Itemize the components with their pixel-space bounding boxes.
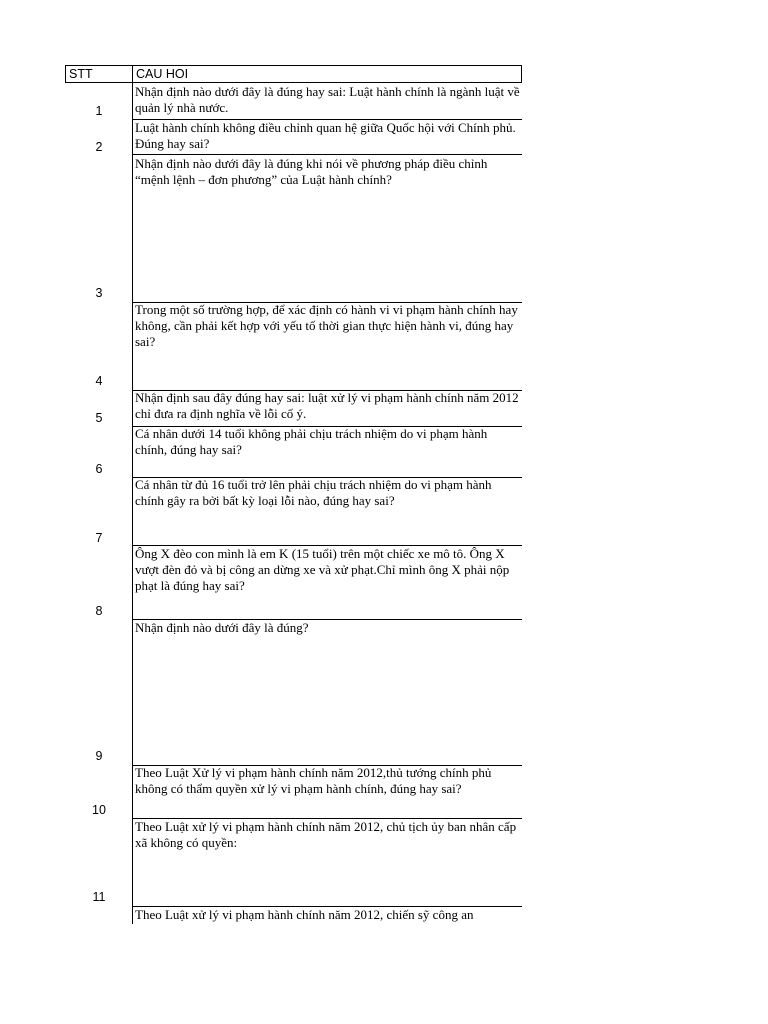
header-stt: STT [65, 65, 133, 83]
question-text: Nhận định nào dưới đây là đúng hay sai: Luật hành chính là ngành luật về quản lý nhà nước. [135, 84, 520, 115]
row-number: 2 [95, 140, 103, 154]
row-number: 8 [95, 604, 103, 618]
column-divider [132, 83, 133, 924]
question-text: Nhận định nào dưới đây là đúng? [135, 620, 309, 635]
row-number: 6 [95, 462, 103, 476]
question-text: Theo Luật xử lý vi phạm hành chính năm 2012, chủ tịch ủy ban nhân cấp xã không có quyền: [135, 819, 517, 850]
question-text: Theo Luật Xử lý vi phạm hành chính năm 2012,thủ tướng chính phủ không có thẩm quyền xử lý vi phạm hành chính, đúng hay sai? [135, 765, 492, 796]
row-number: 3 [95, 286, 103, 300]
question-text: Cá nhân từ đủ 16 tuổi trở lên phải chịu trách nhiệm do vi phạm hành chính gây ra bởi bất kỳ loại lỗi nào, đúng hay sai? [135, 477, 492, 508]
question-text: Luật hành chính không điều chỉnh quan hệ giữa Quốc hội với Chính phủ. Đúng hay sai? [135, 120, 516, 151]
row-number: 7 [95, 531, 103, 545]
row-number: 4 [95, 374, 103, 388]
question-text: Nhận định nào dưới đây là đúng khi nói về phương pháp điều chỉnh “mệnh lệnh – đơn phương” của Luật hành chính? [135, 156, 488, 187]
row-number: 1 [95, 104, 103, 118]
row-number: 11 [92, 890, 106, 904]
question-text: Theo Luật xử lý vi phạm hành chính năm 2012, chiến sỹ công an [135, 907, 474, 922]
row-number: 9 [95, 749, 103, 763]
row-divider [132, 154, 522, 155]
row-number: 5 [95, 411, 103, 425]
row-number: 10 [92, 803, 106, 817]
header-question: CAU HOI [132, 65, 522, 83]
question-text: Trong một số trường hợp, để xác định có hành vi vi phạm hành chính hay không, cần phải kết hợp với yếu tố thời gian thực hiện hành vi, đúng hay sai? [135, 302, 518, 349]
question-text: Nhận định sau đây đúng hay sai: luật xử lý vi phạm hành chính năm 2012 chỉ đưa ra định nghĩa về lỗi cố ý. [135, 390, 519, 421]
question-text: Ông X đèo con mình là em K (15 tuổi) trên một chiếc xe mô tô. Ông X vượt đèn đỏ và bị công an dừng xe và xử phạt.Chỉ mình ông X phải nộp phạt là đúng hay sai? [135, 546, 510, 593]
question-text: Cá nhân dưới 14 tuổi không phải chịu trách nhiệm do vi phạm hành chính, đúng hay sai? [135, 426, 488, 457]
